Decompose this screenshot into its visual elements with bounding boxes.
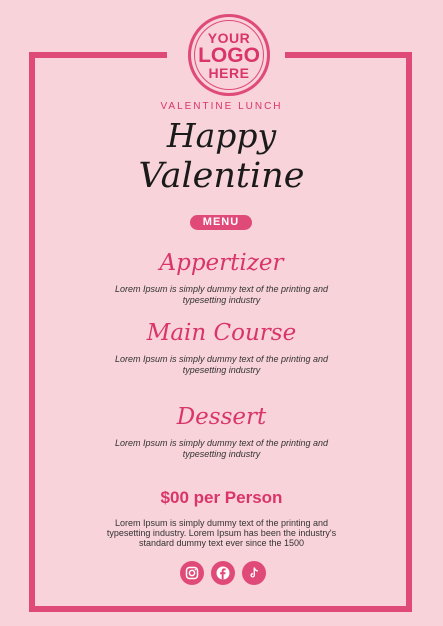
logo-line-2: LOGO: [198, 43, 260, 67]
desc-line: Lorem Ipsum is simply dummy text of the printing and: [114, 438, 329, 448]
footer-line: standard dummy text ever since the 1500: [138, 538, 305, 548]
logo-badge: [188, 14, 270, 96]
menu-badge: MENU: [190, 215, 252, 230]
title-line-2: Valentine: [138, 156, 305, 196]
desc-line: typesetting industry: [182, 365, 261, 375]
desc-line: Lorem Ipsum is simply dummy text of the printing and: [114, 284, 329, 294]
logo-line-1: YOUR: [207, 29, 251, 46]
facebook-icon[interactable]: [211, 561, 235, 585]
section-title-main-course: Main Course: [146, 320, 297, 346]
title-line-1: Happy: [166, 116, 277, 155]
desc-line: Lorem Ipsum is simply dummy text of the printing and: [114, 354, 329, 364]
section-title-appetizer: Appertizer: [159, 250, 284, 276]
eyebrow-text: VALENTINE LUNCH: [160, 101, 283, 112]
section-title-dessert: Dessert: [176, 404, 267, 430]
desc-line: typesetting industry: [182, 449, 261, 459]
instagram-icon[interactable]: [180, 561, 204, 585]
footer-line: Lorem Ipsum is simply dummy text of the printing and: [114, 518, 329, 528]
social-links: [180, 561, 266, 585]
logo-line-3: HERE: [208, 64, 250, 81]
footer-description: [88, 518, 355, 548]
section-desc-appetizer: [100, 284, 343, 306]
footer-line: typesetting industry. Lorem Ipsum has been the industry's: [106, 528, 337, 538]
price-text: $00 per Person: [160, 488, 283, 507]
section-desc-dessert: [100, 438, 343, 460]
desc-line: typesetting industry: [182, 295, 261, 305]
tiktok-icon[interactable]: [242, 561, 266, 585]
section-desc-main-course: [100, 354, 343, 376]
